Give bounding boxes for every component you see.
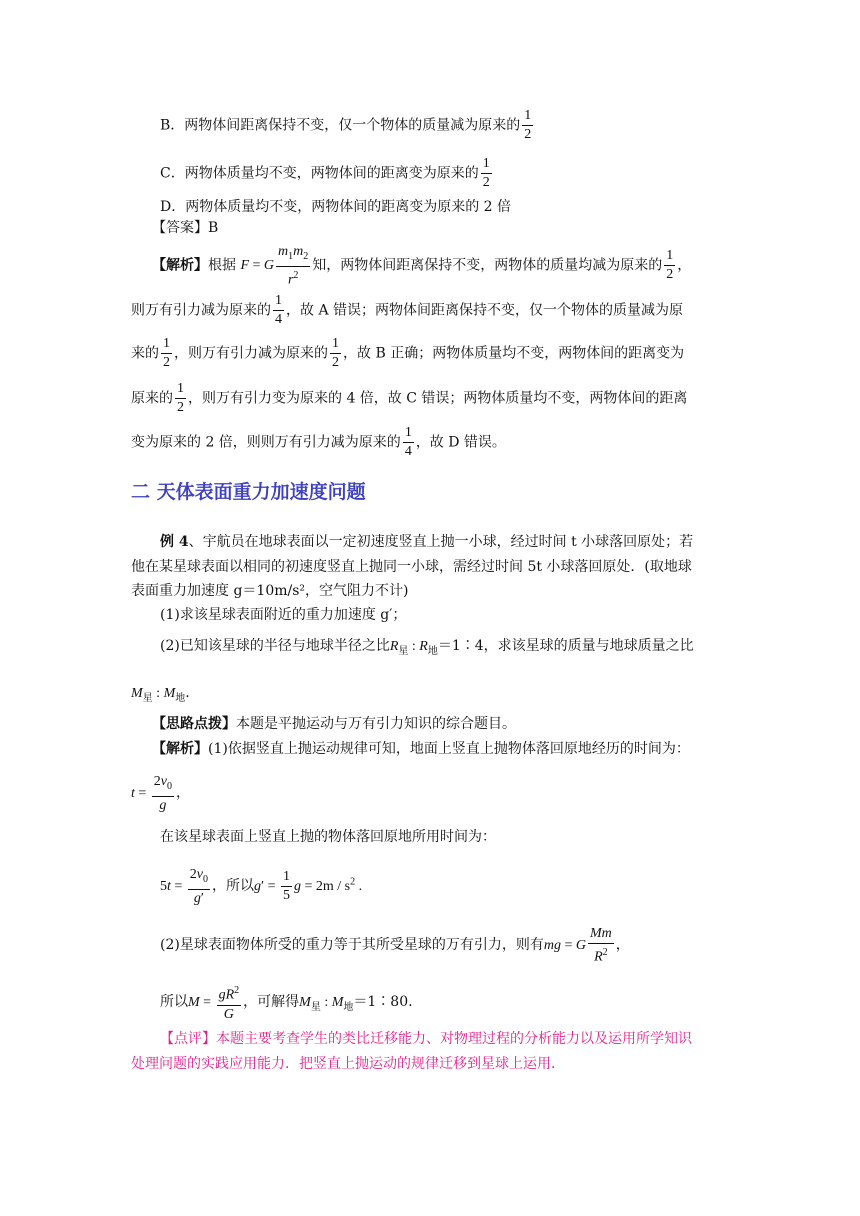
solution-line-5: 所以M = $\frac{gR^2}{G}$ ，可解得$M_星$ : $M_地=1∶80$. (160, 982, 413, 1024)
formula-t: t = $\frac{2v_0}{g}$ ， (131, 774, 191, 813)
analysis-line-1: 【解析】根据 F = G $\frac{m_1m_2}{r^2}$ 知，两物体间距离保持不变，两物体的质量均减为原来的 $\frac{1}{2}$ ， (152, 244, 692, 288)
example-line-3: 表面重力加速度 g＝10m/s²，空气阻力不计) (131, 583, 409, 599)
option-b: B．两物体间距离保持不变，仅一个物体的质量减为原来的 $\frac{1}{2}$ (160, 108, 532, 142)
example-line-2: 他在某星球表面以相同的初速度竖直上抛同一小球，需经过时间 5t 小球落回原处．(取地球 (131, 559, 692, 575)
fraction-half: $\frac{1}{2}$ (524, 108, 532, 142)
hint: 【思路点拨】本题是平抛运动与万有引力知识的综合题目。 (152, 716, 516, 732)
solution-line-2: 在该星球表面上竖直上抛的物体落回原地所用时间为： (160, 829, 496, 845)
question-2-cont: $M_星$ : $M_地$. (131, 685, 190, 704)
formula-5t: 5t = $\frac{2v_0}{g'}$ ，所以g′ = $\frac{1}{5}$ $g = 2m / s^2$ . (160, 867, 363, 906)
question-1: (1)求该星球表面附近的重力加速度 g′； (160, 607, 407, 623)
option-c: C．两物体质量均不变，两物体间的距离变为原来的 $\frac{1}{2}$ (160, 156, 490, 190)
example-line-1: 例 4、宇航员在地球表面以一定初速度竖直上抛一小球，经过时间 t 小球落回原处；若 (160, 534, 694, 550)
answer: 【答案】B (152, 220, 219, 236)
analysis-line-5: 变为原来的 2 倍，则则万有引力减为原来的 $\frac{1}{4}$ ，故 D 错误。 (131, 425, 506, 459)
solution-line-1: 【解析】(1)依据竖直上抛运动规律可知，地面上竖直上抛物体落回原地经历的时间为： (152, 741, 690, 757)
analysis-line-2: 则万有引力减为原来的 $\frac{1}{4}$ ，故 A 错误；两物体间距离保持不变，仅一个物体的质量减为原 (131, 293, 684, 327)
option-d: D．两物体质量均不变，两物体间的距离变为原来的 2 倍 (160, 199, 512, 215)
fraction-half: $\frac{1}{2}$ (482, 156, 490, 190)
analysis-line-4: 原来的 $\frac{1}{2}$ ，则万有引力变为原来的 4 倍，故 C 错误；两物体质量均不变，两物体间的距离 (131, 381, 688, 415)
section-title: 二 天体表面重力加速度问题 (131, 481, 366, 503)
analysis-line-3: 来的 $\frac{1}{2}$ ，则万有引力减为原来的 $\frac{1}{2}$ ，故 B 正确；两物体质量均不变，两物体间的距离变为 (131, 336, 685, 370)
solution-line-4: (2)星球表面物体所受的重力等于其所受星球的万有引力，则有mg = G $\frac{Mm}{R^2}$ ， (160, 926, 630, 965)
comment-line-1: 【点评】本题主要考查学生的类比迁移能力、对物理过程的分析能力以及运用所学知识 (160, 1031, 692, 1047)
question-2: (2)已知该星球的半径与地球半径之比$R_星$ : $R_地=1∶4$，求该星球的质量与地球质量之比 (160, 638, 694, 657)
comment-line-2: 处理问题的实践应用能力．把竖直上抛运动的规律迁移到星球上运用． (131, 1056, 565, 1072)
